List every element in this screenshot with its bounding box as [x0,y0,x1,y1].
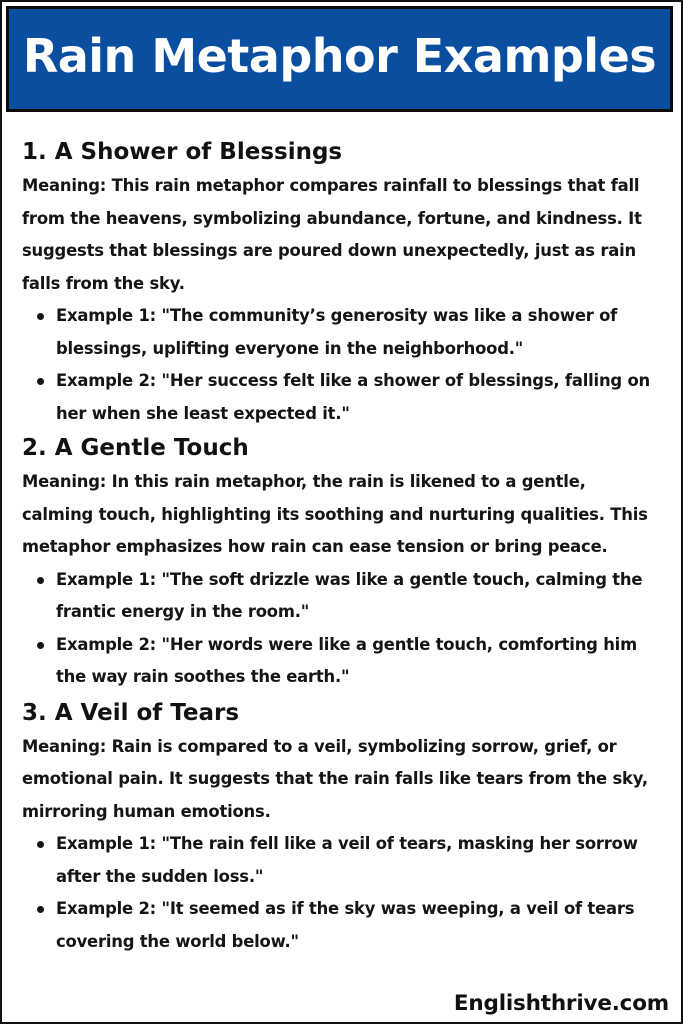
section-heading: 1. A Shower of Blessings [22,139,343,165]
bullet-icon [37,841,44,848]
section-heading: 2. A Gentle Touch [22,435,249,461]
example-text: Example 2: "Her words were like a gentle touch, comforting him the way rain soothes the earth." [56,634,637,686]
example-list [22,300,662,430]
article-content [22,137,662,958]
example-item [22,564,662,629]
example-text: Example 1: "The rain fell like a veil of tears, masking her sorrow after the sudden loss." [56,834,638,886]
example-item [22,828,662,893]
bullet-icon [37,642,44,649]
example-item [22,300,662,365]
page-title: Rain Metaphor Examples [22,29,657,83]
bullet-icon [37,577,44,584]
section-shower-of-blessings [22,137,662,430]
bullet-icon [37,313,44,320]
meaning-text: Meaning: Rain is compared to a veil, symbolizing sorrow, grief, or emotional pain. It suggests that the rain falls like tears from the sky, mirroring human emotions. [22,736,648,821]
bullet-icon [37,378,44,385]
meaning-text: Meaning: In this rain metaphor, the rain is likened to a gentle, calming touch, highlighting its soothing and nurturing qualities. This metaphor emphasizes how rain can ease tension or bring peace. [22,472,648,556]
example-list [22,564,662,694]
section-gentle-touch [22,433,662,694]
example-text: Example 2: "It seemed as if the sky was weeping, a veil of tears covering the world below." [56,899,635,951]
example-list [22,828,662,958]
title-banner [6,6,673,112]
example-item [22,629,662,694]
bullet-icon [37,906,44,913]
section-heading: 3. A Veil of Tears [22,699,240,726]
example-text: Example 1: "The community’s generosity was like a shower of blessings, uplifting everyone in the neighborhood." [56,306,618,358]
section-veil-of-tears [22,698,662,959]
site-watermark: Englishthrive.com [453,991,669,1016]
meaning-text: Meaning: This rain metaphor compares rainfall to blessings that fall from the heavens, symbolizing abundance, fortune, and kindness. It suggests that blessings are poured down unexpectedly, just as rain falls from the sky. [22,176,642,293]
example-text: Example 1: "The soft drizzle was like a gentle touch, calming the frantic energy in the room." [56,569,643,621]
example-item [22,365,662,430]
example-item [22,893,662,958]
example-text: Example 2: "Her success felt like a shower of blessings, falling on her when she least expected it." [56,371,650,423]
